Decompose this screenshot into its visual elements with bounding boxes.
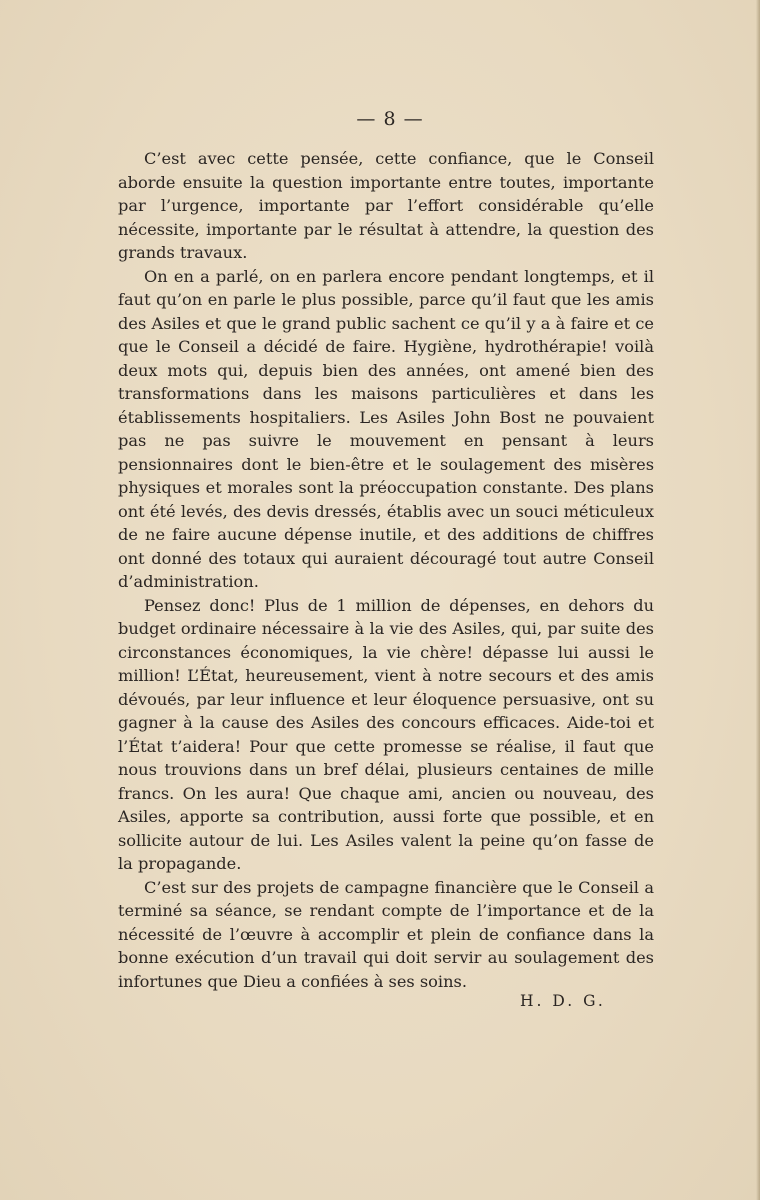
paragraph-3: Pensez donc! Plus de 1 million de dépenses, en dehors du budget ordinaire nécessaire à la vie des Asiles, qui, par suite des circonstances économiques, la vie chère! dépasse lui aussi le million! L’État, heureusement, vient à notre secours et des amis dévoués, par leur influence et leur éloquence persuasive, ont su gagner à la cause des Asiles des concours efficaces. Aide-toi et l’État t’aidera! Pour que cette promesse se réalise, il faut que nous trouvions dans un bref délai, plusieurs centaines de mille francs. On les aura! Que chaque ami, ancien ou nouveau, des Asiles, apporte sa contribution, aussi forte que possible, et en sollicite autour de lui. Les Asiles valent la peine qu’on fasse de la propagande.	[118, 595, 654, 873]
author-initials: H. D. G.	[520, 992, 606, 1010]
page-edge-shadow	[756, 0, 760, 1200]
body-text	[118, 147, 654, 993]
paragraph-1: C’est avec cette pensée, cette confiance, que le Conseil aborde ensuite la question importante entre toutes, importante par l’urgence, importante par l’effort considérable qu’elle nécessite, importante par le résultat à attendre, la question des grands travaux.	[118, 149, 654, 262]
page-number: — 8 —	[356, 108, 424, 130]
paragraph-2: On en a parlé, on en parlera encore pendant longtemps, et il faut qu’on en parle le plus possible, parce qu’il faut que les amis des Asiles et que le grand public sachent ce qu’il y a à faire et ce que le Conseil a décidé de faire. Hygiène, hydrothérapie! voilà deux mots qui, depuis bien des années, ont amené bien des transformations dans les maisons particulières et dans les établissements hospitaliers. Les Asiles John Bost ne pouvaient pas ne pas suivre le mouvement en pensant à leurs pensionnaires dont le bien-être et le soulagement des misères physiques et morales sont la préoccupation constante. Des plans ont été levés, des devis dressés, établis avec un souci méticuleux de ne faire aucune dépense inutile, et des additions de chiffres ont donné des totaux qui auraient découragé tout autre Conseil d’administration.	[118, 266, 654, 591]
paragraph-4: C’est sur des projets de campagne financière que le Conseil a terminé sa séance, se rendant compte de l’importance et de la nécessité de l’œuvre à accomplir et plein de confiance dans la bonne exécution d’un travail qui doit servir au soulagement des infortunes que Dieu a confiées à ses soins.	[118, 877, 654, 991]
